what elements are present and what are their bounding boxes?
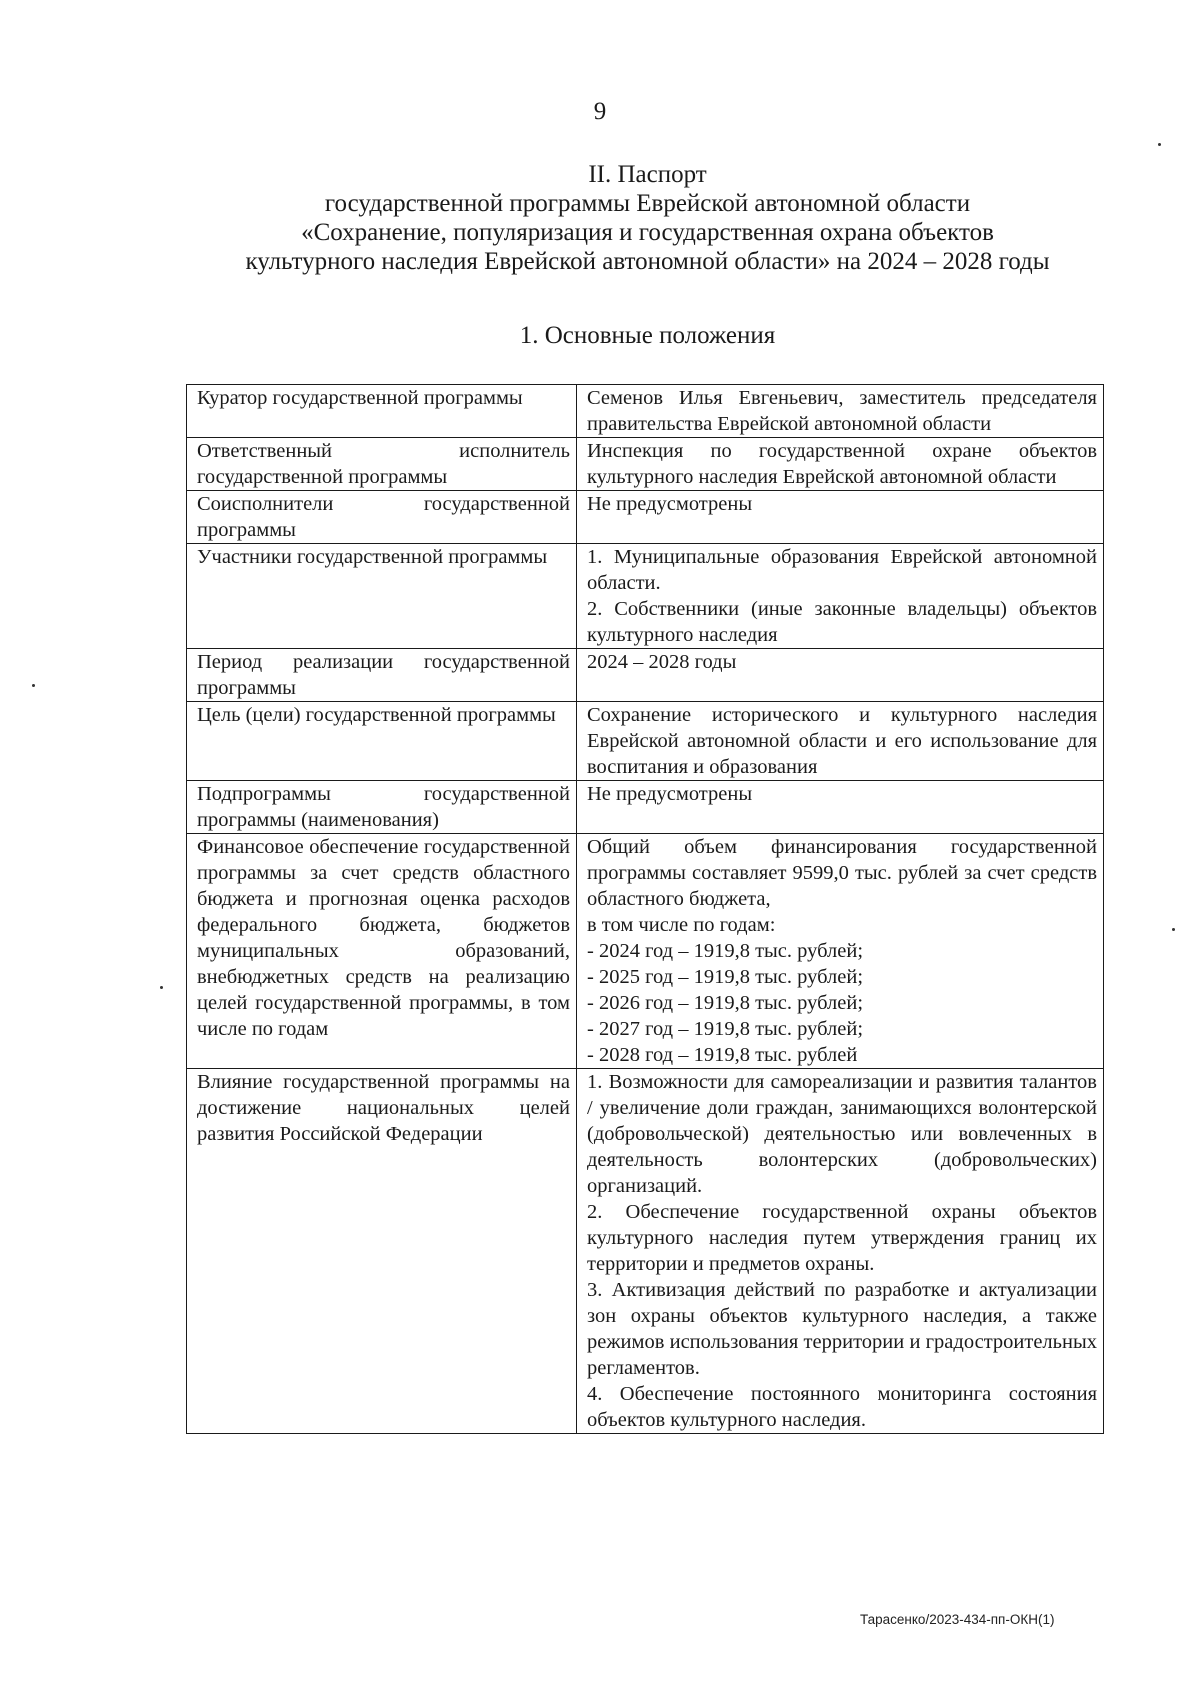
value-paragraph: Инспекция по государственной охране объектов культурного наследия Еврейской автономной области <box>587 440 1097 488</box>
document-heading <box>120 160 1175 276</box>
scan-speck <box>160 986 163 989</box>
value-paragraph: Не предусмотрены <box>587 783 753 805</box>
row-value <box>577 385 1104 438</box>
value-paragraph: 1. Возможности для самореализации и развития талантов / увеличение доли граждан, занимающихся волонтерской (добровольческой) деятельностью или вовлеченных в деятельность волонтерских (добровольческих) организаций. <box>587 1071 1097 1197</box>
value-paragraph: - 2025 год – 1919,8 тыс. рублей; <box>587 966 864 988</box>
value-paragraph: Общий объем финансирования государственной программы составляет 9599,0 тыс. рублей за счет средств областного бюджета, <box>587 836 1097 910</box>
passport-table <box>186 384 1104 1434</box>
value-paragraph: - 2026 год – 1919,8 тыс. рублей; <box>587 992 864 1014</box>
value-paragraph: 4. Обеспечение постоянного мониторинга состояния объектов культурного наследия. <box>587 1383 1097 1431</box>
row-label: Финансовое обеспечение государственной программы за счет средств областного бюджета и прогнозная оценка расходов федерального бюджета, бюджетов муниципальных образований, внебюджетных средств на реализацию целей государственной программы, в том числе по годам <box>187 834 577 1069</box>
row-value <box>577 438 1104 491</box>
row-value <box>577 649 1104 702</box>
scan-speck <box>32 684 35 687</box>
table-row <box>187 491 1104 544</box>
row-label: Период реализации государственной программы <box>187 649 577 702</box>
scan-speck <box>1158 143 1161 146</box>
value-paragraph: 2024 – 2028 годы <box>587 651 737 673</box>
value-paragraph: в том числе по годам: <box>587 914 776 936</box>
value-paragraph: 1. Муниципальные образования Еврейской автономной области. <box>587 546 1097 594</box>
page-number: 9 <box>593 98 607 125</box>
row-value <box>577 781 1104 834</box>
row-label: Подпрограммы государственной программы (наименования) <box>187 781 577 834</box>
section-title: 1. Основные положения <box>519 322 776 349</box>
value-paragraph: - 2027 год – 1919,8 тыс. рублей; <box>587 1018 864 1040</box>
value-paragraph: 2. Собственники (иные законные владельцы) объектов культурного наследия <box>587 598 1097 646</box>
table-row <box>187 702 1104 781</box>
heading-line: государственной программы Еврейской автономной области <box>324 190 971 217</box>
value-paragraph: Сохранение исторического и культурного наследия Еврейской автономной области и его использование для воспитания и образования <box>587 704 1097 778</box>
table-row <box>187 544 1104 649</box>
row-label: Цель (цели) государственной программы <box>187 702 577 781</box>
value-paragraph: - 2028 год – 1919,8 тыс. рублей <box>587 1044 858 1066</box>
scan-speck <box>1172 928 1175 931</box>
table-row <box>187 438 1104 491</box>
row-label: Участники государственной программы <box>187 544 577 649</box>
table-row <box>187 834 1104 1069</box>
document-code: Тарасенко/2023-434-пп-ОКН(1) <box>860 1612 1055 1627</box>
row-label: Соисполнители государственной программы <box>187 491 577 544</box>
value-paragraph: Не предусмотрены <box>587 493 753 515</box>
row-label: Куратор государственной программы <box>187 385 577 438</box>
passport-table-body <box>187 385 1104 1434</box>
table-row <box>187 781 1104 834</box>
value-paragraph: 2. Обеспечение государственной охраны объектов культурного наследия путем утверждения границ их территории и предметов охраны. <box>587 1201 1097 1275</box>
table-row <box>187 385 1104 438</box>
heading-line: культурного наследия Еврейской автономной области» на 2024 – 2028 годы <box>245 248 1050 275</box>
value-paragraph: - 2024 год – 1919,8 тыс. рублей; <box>587 940 864 962</box>
heading-line: «Сохранение, популяризация и государственная охрана объектов <box>301 219 994 246</box>
row-value <box>577 702 1104 781</box>
row-value <box>577 1069 1104 1434</box>
row-label: Влияние государственной программы на достижение национальных целей развития Российской Федерации <box>187 1069 577 1434</box>
heading-line: II. Паспорт <box>588 161 707 188</box>
value-paragraph: 3. Активизация действий по разработке и актуализации зон охраны объектов культурного наследия, а также режимов использования территории и градостроительных регламентов. <box>587 1279 1097 1379</box>
row-label: Ответственный исполнитель государственной программы <box>187 438 577 491</box>
row-value <box>577 834 1104 1069</box>
row-value <box>577 491 1104 544</box>
table-row <box>187 649 1104 702</box>
row-value <box>577 544 1104 649</box>
table-row <box>187 1069 1104 1434</box>
value-paragraph: Семенов Илья Евгеньевич, заместитель председателя правительства Еврейской автономной области <box>587 387 1097 435</box>
